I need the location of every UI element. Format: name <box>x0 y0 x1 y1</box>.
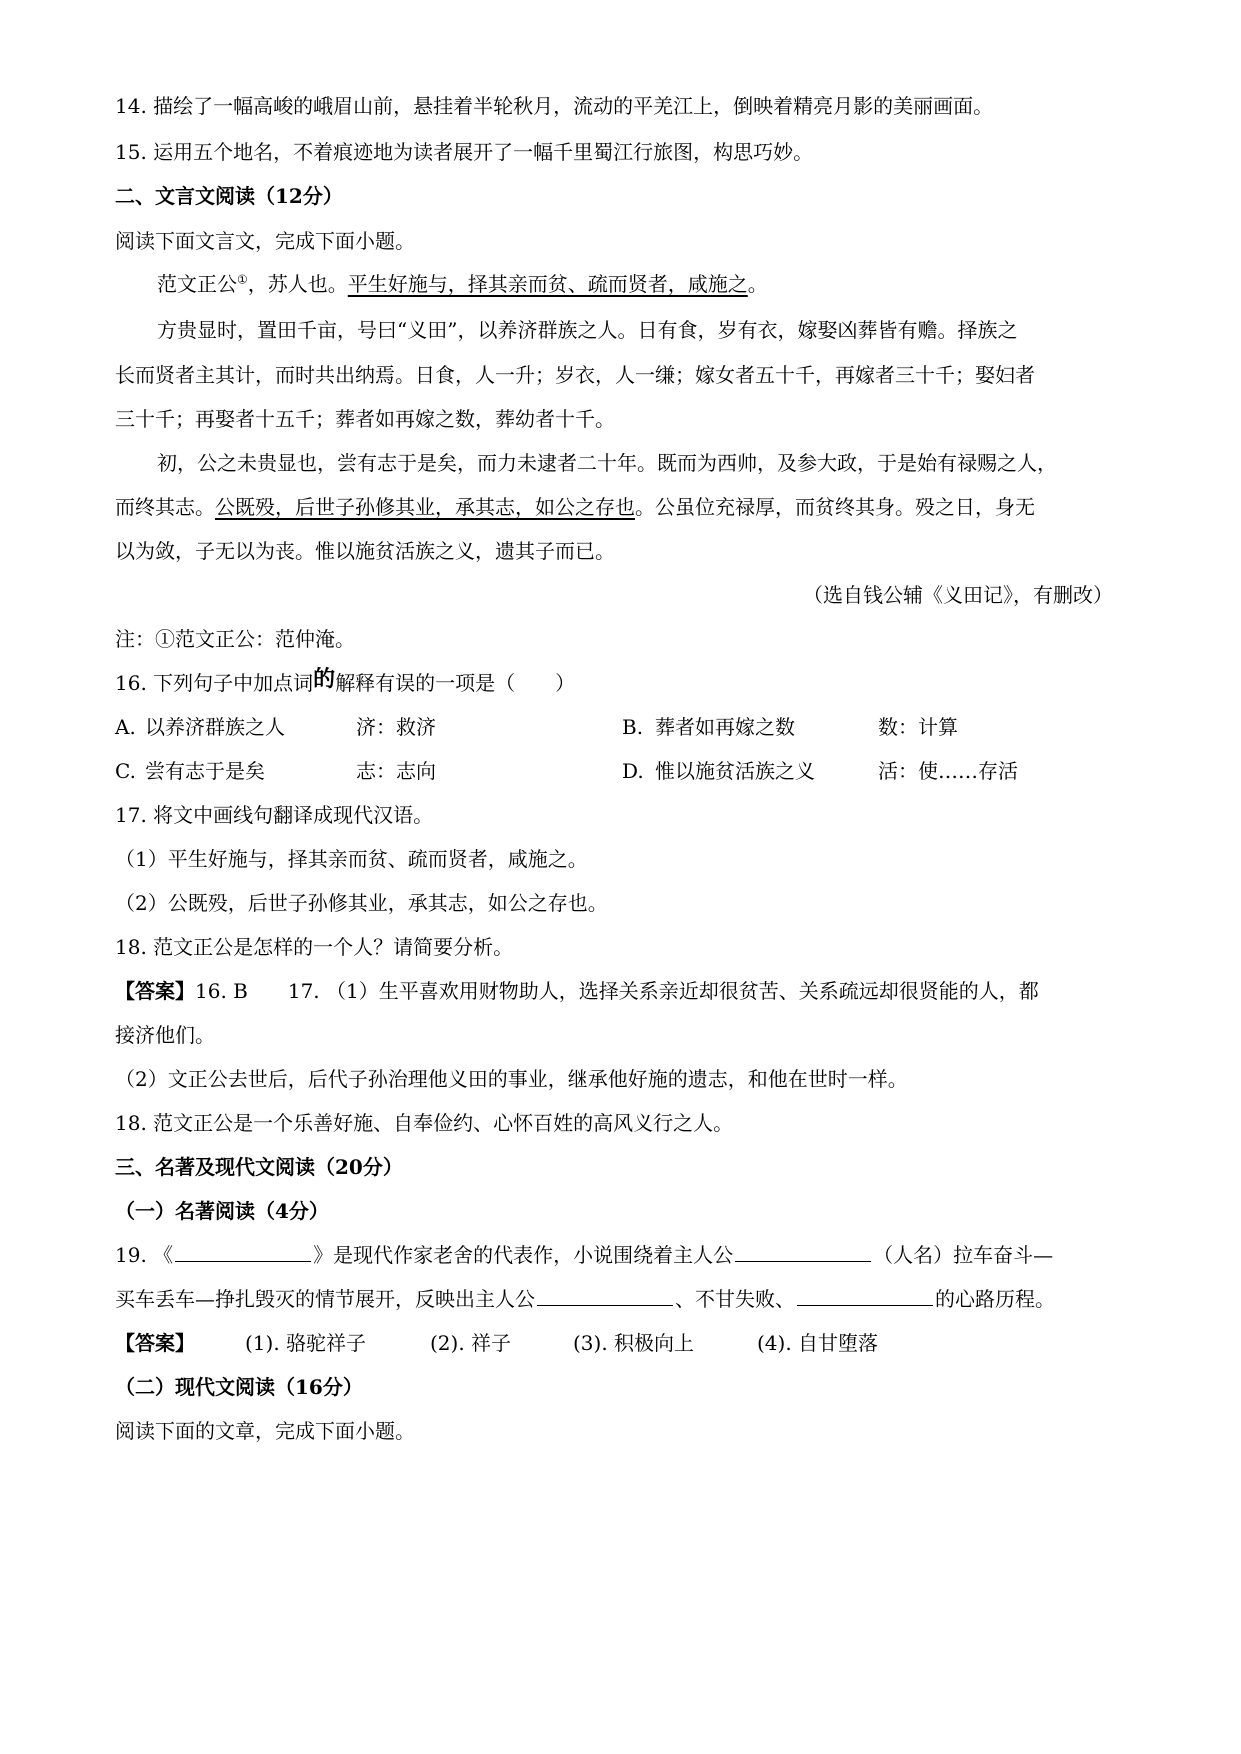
underlined-sentence-1: 平生好施与，择其亲而贫、疏而贤者，咸施之 <box>347 272 748 296</box>
section2-heading: 二、文言文阅读（12分） <box>115 184 343 208</box>
option-c-label: C. <box>115 759 136 783</box>
q19-text: 买车丢车—挣扎毁灭的情节展开，反映出主人公 <box>115 1287 535 1311</box>
q19-text: 、不甘失败、 <box>675 1287 795 1311</box>
option-a-label: A. <box>115 715 136 739</box>
read-instruction: 阅读下面文言文，完成下面小题。 <box>115 229 415 253</box>
passage-paragraph-2-line3: 三十千；再娶者十五千；葬者如再嫁之数，葬幼者十千。 <box>115 407 615 431</box>
passage-text: ，苏人也。 <box>247 272 348 296</box>
option-a-explain: 济：救济 <box>356 715 436 739</box>
q18-stem: 18. 范文正公是怎样的一个人？请简要分析。 <box>115 935 514 959</box>
footnote-marker: ① <box>237 272 248 287</box>
blank-line <box>175 1241 311 1262</box>
answer-block-1-line2: 接济他们。 <box>115 1023 215 1047</box>
blank-line <box>735 1241 871 1262</box>
passage-paragraph-2-line2: 长而贤者主其计，而时共出纳焉。日食，人一升；岁衣，人一缣；嫁女者五十千，再嫁者三十千；娶妇者 <box>115 363 1035 387</box>
q17-sentence-1: （1）平生好施与，择其亲而贫、疏而贤者，咸施之。 <box>115 847 588 871</box>
subsection2-heading: （二）现代文阅读（16分） <box>115 1375 363 1399</box>
answer-item-1: (1). 骆驼祥子 <box>245 1331 367 1355</box>
passage-source: （选自钱公辅《义田记》，有删改） <box>803 583 1113 607</box>
option-d-explain: 活：使……存活 <box>878 759 1018 783</box>
option-c-explain: 志：志向 <box>356 759 436 783</box>
q16-stem-part: 16. 下列句子中加点词 <box>115 671 314 695</box>
answer-text: 16. B 17. （1）生平喜欢用财物助人，选择关系亲近却很贫苦、关系疏远却很贤能的人，都 <box>195 979 1039 1003</box>
answer-item-3: (3). 积极向上 <box>573 1331 695 1355</box>
passage-paragraph-3-line1: 初，公之未贵显也，尝有志于是矣，而力未逮者二十年。既而为西帅，及参大政，于是始有禄赐之人， <box>157 451 1057 475</box>
q19-text: 19. 《 <box>115 1243 174 1267</box>
answer-block-1-line4: 18. 范文正公是一个乐善好施、自奉俭约、心怀百姓的高风义行之人。 <box>115 1111 734 1135</box>
q14-text: 14. 描绘了一幅高峻的峨眉山前，悬挂着半轮秋月，流动的平羌江上，倒映着精亮月影的美丽画面。 <box>115 94 994 118</box>
option-b-label: B. <box>622 715 644 739</box>
passage-paragraph-2-line1: 方贵显时，置田千亩，号曰“义田”，以养济群族之人。日有食，岁有衣，嫁娶凶葬皆有赡。择族之 <box>157 318 1018 342</box>
answer-item-2: (2). 祥子 <box>430 1331 512 1355</box>
passage-text: 而终其志。 <box>115 495 215 519</box>
option-b-explain: 数：计算 <box>878 715 958 739</box>
answer-item-4: (4). 自甘堕落 <box>757 1331 879 1355</box>
option-a-sentence: 以养济群族之人 <box>145 715 285 739</box>
option-d-sentence: 惟以施贫活族之义 <box>655 759 815 783</box>
blank-line <box>797 1285 933 1306</box>
passage-paragraph-3-line3: 以为敛，子无以为丧。惟以施贫活族之义，遗其子而已。 <box>115 539 615 563</box>
q16-stem-part: 解释有误的一项是（ ） <box>335 671 576 695</box>
passage-paragraph-3-line2 <box>115 493 1126 521</box>
option-b-sentence: 葬者如再嫁之数 <box>655 715 795 739</box>
passage-text: 。 <box>747 272 768 296</box>
q19-text: （人名）拉车奋斗— <box>873 1243 1054 1267</box>
passage-paragraph-1 <box>157 270 1126 298</box>
option-c-sentence: 尝有志于是矣 <box>145 759 265 783</box>
subsection1-heading: （一）名著阅读（4分） <box>115 1199 329 1223</box>
q16-stem <box>115 666 1126 697</box>
section3-heading: 三、名著及现代文阅读（20分） <box>115 1155 403 1179</box>
q19-text: 的心路历程。 <box>935 1287 1055 1311</box>
q19-text: 》是现代作家老舍的代表作，小说围绕着主人公 <box>313 1243 734 1267</box>
read-instruction-2: 阅读下面的文章，完成下面小题。 <box>115 1419 415 1443</box>
answer-label: 【答案】 <box>115 1331 195 1355</box>
passage-text: 范文正公 <box>157 272 237 296</box>
q16-stem-part: 的 <box>313 666 336 692</box>
underlined-sentence-2: 公既殁，后世子孙修其业，承其志，如公之存也 <box>215 495 635 519</box>
q15-text: 15. 运用五个地名，不着痕迹地为读者展开了一幅千里蜀江行旅图，构思巧妙。 <box>115 140 814 164</box>
answer-label: 【答案】 <box>115 979 195 1003</box>
q19-line2 <box>115 1285 1126 1313</box>
q19-line1 <box>115 1241 1126 1269</box>
q17-stem: 17. 将文中画线句翻译成现代汉语。 <box>115 803 434 827</box>
passage-text: 。公虽位充禄厚，而贫终其身。殁之日，身无 <box>635 495 1035 519</box>
answer-block-1-line3: （2）文正公去世后，后代子孙治理他义田的事业，继承他好施的遗志，和他在世时一样。 <box>115 1067 908 1091</box>
q17-sentence-2: （2）公既殁，后世子孙修其业，承其志，如公之存也。 <box>115 891 608 915</box>
answer-block-1-line1 <box>115 977 1126 1005</box>
footnote: 注：①范文正公：范仲淹。 <box>115 627 355 651</box>
blank-line <box>537 1285 673 1306</box>
option-d-label: D. <box>622 759 644 783</box>
